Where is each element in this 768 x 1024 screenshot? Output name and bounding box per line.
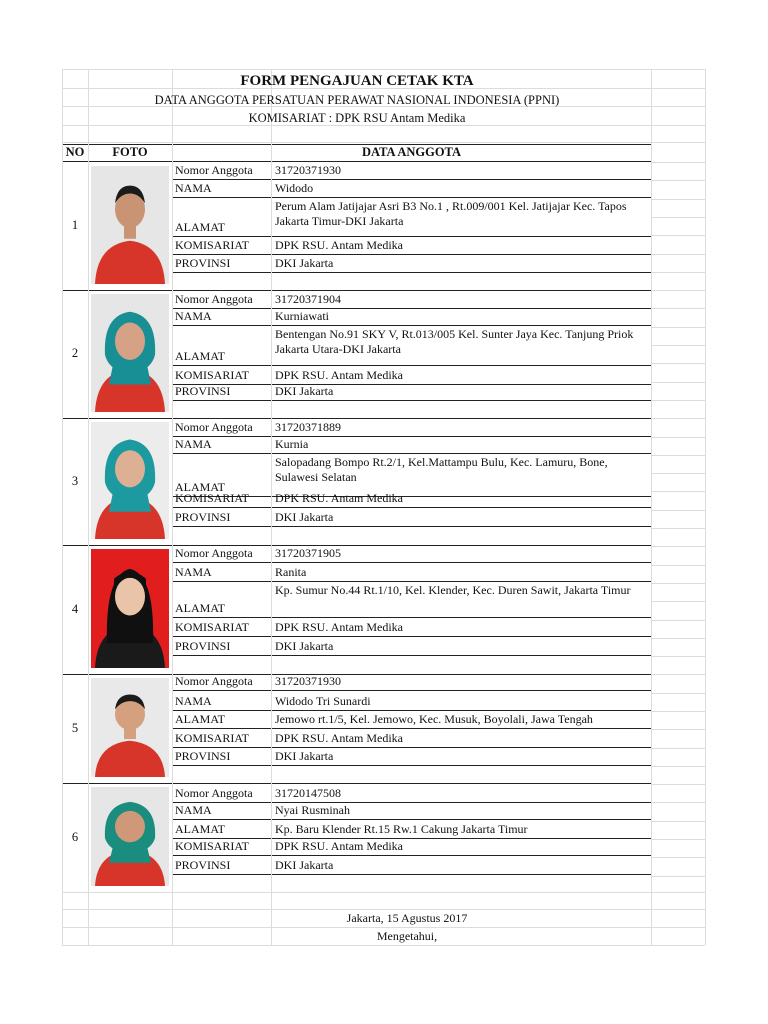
gridline-h bbox=[651, 784, 705, 785]
gridline-v bbox=[62, 69, 63, 945]
gridline-h bbox=[651, 345, 705, 346]
member-row-border bbox=[172, 636, 651, 637]
gridline-h bbox=[62, 69, 705, 70]
gridline-v bbox=[172, 69, 173, 945]
gridline-h bbox=[651, 363, 705, 364]
field-value-nomor: 31720147508 bbox=[275, 786, 341, 800]
member-number: 6 bbox=[71, 829, 79, 844]
field-value-alamat: Salopadang Bompo Rt.2/1, Kel.Mattampu Bulu, Kec. Lamuru, Bone, Sulawesi Selatan bbox=[275, 455, 608, 484]
member-row-border bbox=[172, 710, 651, 711]
member-row-border bbox=[172, 179, 651, 180]
gridline-h bbox=[651, 565, 705, 566]
member-row-border bbox=[172, 325, 651, 326]
gridline-h bbox=[651, 601, 705, 602]
field-label-alamat: ALAMAT bbox=[175, 712, 225, 726]
gridline-h bbox=[651, 491, 705, 492]
field-label-provinsi: PROVINSI bbox=[175, 749, 231, 763]
member-row-border bbox=[172, 197, 651, 198]
member-photo bbox=[91, 422, 169, 539]
gridline-h bbox=[62, 142, 705, 143]
gridline-h bbox=[651, 382, 705, 383]
member-row-border bbox=[172, 365, 651, 366]
member-number: 3 bbox=[71, 473, 79, 488]
field-value-provinsi: DKI Jakarta bbox=[275, 256, 334, 270]
field-value-komisariat: DPK RSU. Antam Medika bbox=[275, 620, 404, 634]
form-title: FORM PENGAJUAN CETAK KTA bbox=[240, 73, 474, 89]
gridline-h bbox=[651, 180, 705, 181]
gridline-h bbox=[651, 857, 705, 858]
footer-acknowledged: Mengetahui, bbox=[376, 929, 438, 943]
field-value-nama: Widodo Tri Sunardi bbox=[275, 694, 371, 708]
gridline-h bbox=[651, 839, 705, 840]
gridline-h bbox=[651, 748, 705, 749]
member-photo bbox=[91, 294, 169, 412]
gridline-h bbox=[651, 290, 705, 291]
member-row-border bbox=[172, 874, 651, 875]
member-number: 1 bbox=[71, 218, 79, 232]
member-group-border bbox=[62, 783, 651, 784]
field-value-provinsi: DKI Jakarta bbox=[275, 510, 334, 524]
member-row-border bbox=[172, 728, 651, 729]
gridline-h bbox=[651, 876, 705, 877]
field-value-komisariat: DPK RSU. Antam Medika bbox=[275, 238, 404, 252]
field-value-alamat: Kp. Baru Klender Rt.15 Rw.1 Cakung Jakarta Timur bbox=[275, 822, 528, 836]
member-row-border bbox=[172, 655, 651, 656]
field-label-nama: NAMA bbox=[175, 181, 212, 195]
gridline-h bbox=[651, 656, 705, 657]
member-row-border bbox=[172, 765, 651, 766]
field-label-alamat: ALAMAT bbox=[175, 220, 225, 234]
gridline-h bbox=[651, 272, 705, 273]
member-photo bbox=[91, 166, 169, 284]
field-value-komisariat: DPK RSU. Antam Medika bbox=[275, 368, 404, 382]
header-foto: FOTO bbox=[112, 145, 148, 159]
field-label-komisariat: KOMISARIAT bbox=[175, 731, 250, 745]
field-value-komisariat: DPK RSU. Antam Medika bbox=[275, 839, 404, 853]
field-value-nomor: 31720371930 bbox=[275, 163, 341, 177]
gridline-h bbox=[651, 638, 705, 639]
gridline-h bbox=[651, 674, 705, 675]
form-subtitle: DATA ANGGOTA PERSATUAN PERAWAT NASIONAL INDONESIA (PPNI) bbox=[154, 93, 560, 107]
gridline-v bbox=[651, 69, 652, 945]
field-label-nama: NAMA bbox=[175, 803, 212, 817]
field-label-komisariat: KOMISARIAT bbox=[175, 839, 250, 853]
field-label-komisariat: KOMISARIAT bbox=[175, 620, 250, 634]
field-value-nama: Ranita bbox=[275, 565, 307, 579]
field-value-nama: Nyai Rusminah bbox=[275, 803, 350, 817]
field-label-provinsi: PROVINSI bbox=[175, 858, 231, 872]
field-value-alamat: Bentengan No.91 SKY V, Rt.013/005 Kel. Sunter Jaya Kec. Tanjung Priok Jakarta Utara-DKI Jakarta bbox=[275, 327, 634, 356]
field-value-nomor: 31720371905 bbox=[275, 546, 341, 560]
field-label-nama: NAMA bbox=[175, 309, 212, 323]
field-value-alamat: Kp. Sumur No.44 Rt.1/10, Kel. Klender, Kec. Duren Sawit, Jakarta Timur bbox=[275, 583, 631, 597]
member-row-border bbox=[172, 855, 651, 856]
field-value-provinsi: DKI Jakarta bbox=[275, 858, 334, 872]
field-label-nama: NAMA bbox=[175, 694, 212, 708]
field-label-nomor: Nomor Anggota bbox=[175, 546, 253, 560]
field-value-provinsi: DKI Jakarta bbox=[275, 639, 334, 653]
field-value-nama: Widodo bbox=[275, 181, 314, 195]
field-value-nomor: 31720371904 bbox=[275, 292, 341, 306]
member-row-border bbox=[172, 581, 651, 582]
member-row-border bbox=[172, 562, 651, 563]
gridline-h bbox=[651, 400, 705, 401]
member-photo bbox=[91, 787, 169, 886]
gridline-h bbox=[651, 729, 705, 730]
field-label-alamat: ALAMAT bbox=[175, 601, 225, 615]
field-value-alamat: Jemowo rt.1/5, Kel. Jemowo, Kec. Musuk, Boyolali, Jawa Tengah bbox=[275, 712, 593, 726]
gridline-h bbox=[62, 927, 705, 928]
gridline-v bbox=[88, 69, 89, 945]
field-label-nomor: Nomor Anggota bbox=[175, 163, 253, 177]
field-value-nama: Kurnia bbox=[275, 437, 309, 451]
header-no: NO bbox=[65, 145, 85, 159]
gridline-h bbox=[651, 162, 705, 163]
field-label-nomor: Nomor Anggota bbox=[175, 292, 253, 306]
gridline-h bbox=[651, 199, 705, 200]
member-row-border bbox=[172, 507, 651, 508]
field-label-alamat: ALAMAT bbox=[175, 822, 225, 836]
footer-place-date: Jakarta, 15 Agustus 2017 bbox=[346, 911, 468, 925]
field-label-nama: NAMA bbox=[175, 437, 212, 451]
gridline-h bbox=[62, 892, 705, 893]
member-number: 5 bbox=[71, 720, 79, 735]
member-row-border bbox=[172, 747, 651, 748]
gridline-h bbox=[651, 711, 705, 712]
member-number: 2 bbox=[71, 346, 79, 360]
gridline-h bbox=[651, 455, 705, 456]
member-row-border bbox=[172, 254, 651, 255]
header-data-anggota: DATA ANGGOTA bbox=[362, 145, 461, 159]
gridline-h bbox=[651, 437, 705, 438]
field-label-alamat: ALAMAT bbox=[175, 349, 225, 363]
member-group-border bbox=[62, 418, 651, 419]
field-value-nomor: 31720371930 bbox=[275, 674, 341, 688]
member-row-border bbox=[172, 526, 651, 527]
member-row-border bbox=[172, 690, 651, 691]
gridline-h bbox=[651, 510, 705, 511]
field-label-nomor: Nomor Anggota bbox=[175, 420, 253, 434]
gridline-v bbox=[271, 69, 272, 945]
gridline-h bbox=[651, 583, 705, 584]
member-photo bbox=[91, 678, 169, 777]
member-row-border bbox=[172, 236, 651, 237]
gridline-h bbox=[651, 546, 705, 547]
gridline-h bbox=[651, 528, 705, 529]
gridline-h bbox=[651, 308, 705, 309]
field-label-alamat: ALAMAT bbox=[175, 480, 225, 494]
field-label-komisariat: KOMISARIAT bbox=[175, 491, 250, 505]
field-value-alamat: Perum Alam Jatijajar Asri B3 No.1 , Rt.009/001 Kel. Jatijajar Kec. Tapos Jakarta Timur-DKI Jakarta bbox=[275, 199, 627, 228]
field-label-provinsi: PROVINSI bbox=[175, 256, 231, 270]
field-value-provinsi: DKI Jakarta bbox=[275, 384, 334, 398]
gridline-h bbox=[651, 802, 705, 803]
member-row-border bbox=[172, 819, 651, 820]
gridline-h bbox=[651, 217, 705, 218]
field-value-provinsi: DKI Jakarta bbox=[275, 749, 334, 763]
field-value-nomor: 31720371889 bbox=[275, 420, 341, 434]
member-row-border bbox=[172, 453, 651, 454]
member-number: 4 bbox=[71, 601, 79, 616]
gridline-h bbox=[651, 235, 705, 236]
member-row-border bbox=[172, 400, 651, 401]
field-label-nama: NAMA bbox=[175, 565, 212, 579]
komisariat-line: KOMISARIAT : DPK RSU Antam Medika bbox=[248, 111, 466, 125]
field-label-provinsi: PROVINSI bbox=[175, 510, 231, 524]
gridline-h bbox=[651, 620, 705, 621]
field-value-nama: Kurniawati bbox=[275, 309, 329, 323]
gridline-h bbox=[651, 327, 705, 328]
member-group-border bbox=[62, 290, 651, 291]
field-label-provinsi: PROVINSI bbox=[175, 639, 231, 653]
field-label-provinsi: PROVINSI bbox=[175, 384, 231, 398]
member-row-border bbox=[172, 272, 651, 273]
member-row-border bbox=[172, 617, 651, 618]
gridline-h bbox=[651, 418, 705, 419]
gridline-h bbox=[651, 766, 705, 767]
gridline-h bbox=[651, 254, 705, 255]
gridline-v bbox=[705, 69, 706, 945]
gridline-h bbox=[651, 821, 705, 822]
member-photo bbox=[91, 549, 169, 668]
gridline-h bbox=[651, 473, 705, 474]
field-label-komisariat: KOMISARIAT bbox=[175, 238, 250, 252]
table-border bbox=[62, 161, 651, 162]
field-value-komisariat: DPK RSU. Antam Medika bbox=[275, 491, 404, 505]
field-label-komisariat: KOMISARIAT bbox=[175, 368, 250, 382]
gridline-h bbox=[62, 909, 705, 910]
form-sheet bbox=[62, 69, 705, 945]
field-label-nomor: Nomor Anggota bbox=[175, 786, 253, 800]
gridline-h bbox=[62, 945, 705, 946]
field-value-komisariat: DPK RSU. Antam Medika bbox=[275, 731, 404, 745]
gridline-h bbox=[651, 693, 705, 694]
field-label-nomor: Nomor Anggota bbox=[175, 674, 253, 688]
